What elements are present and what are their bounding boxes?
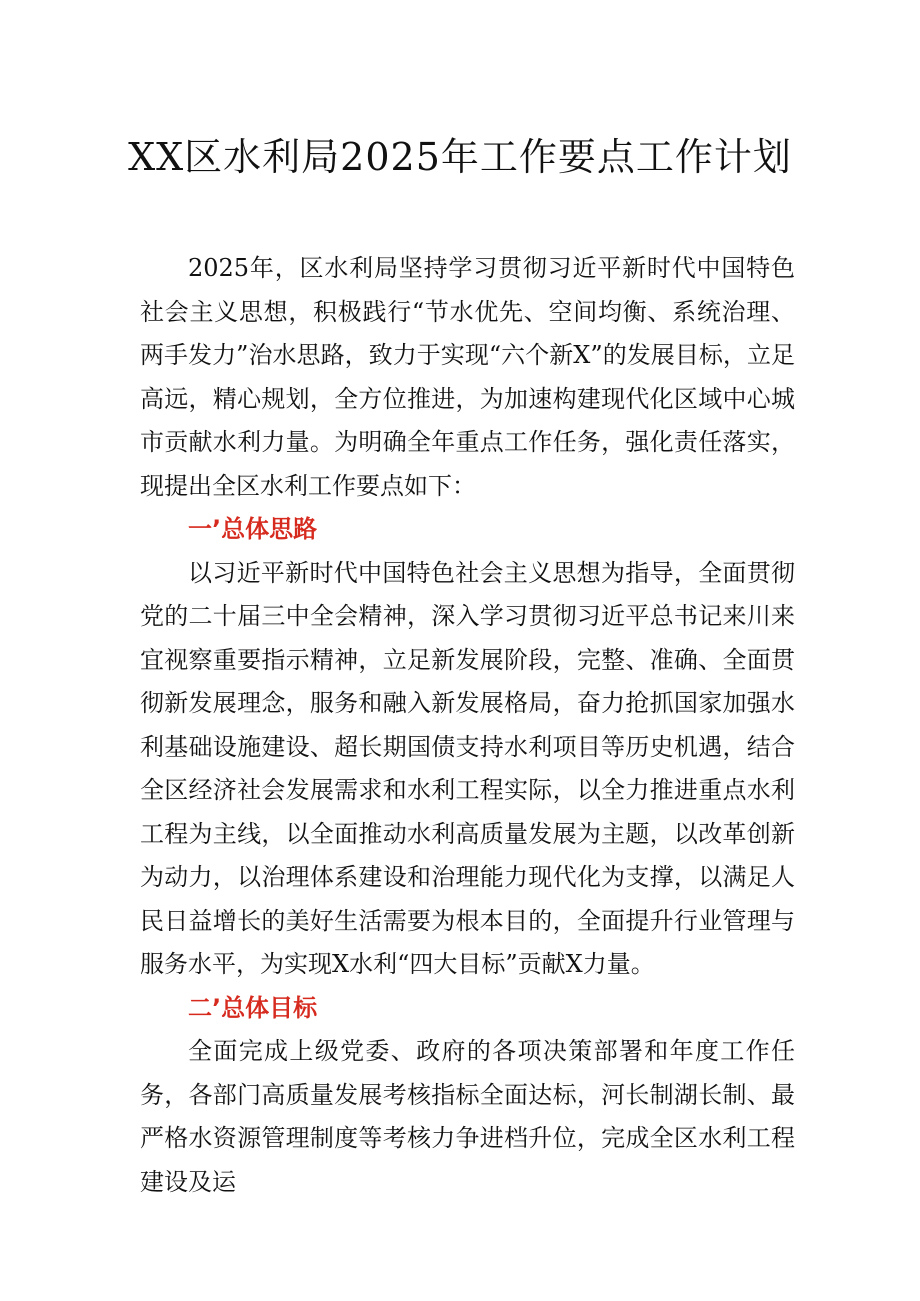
section-heading-overall-goals: 二’总体目标 [188, 993, 318, 1022]
section-heading-overall-approach: 一’总体思路 [188, 515, 318, 543]
section-text-overall-goals: 全面完成上级党委、政府的各项决策部署和年度工作任务，各部门高质量发展考核指标全面达标，河长制湖长制、最严格水资源管理制度等考核力争进档升位，完成全区水利工程建设及运 [140, 1037, 795, 1196]
section-text-overall-approach: 以习近平新时代中国特色社会主义思想为指导，全面贯彻党的二十届三中全会精神，深入学习贯彻习近平总书记来川来宜视察重要指示精神，立足新发展阶段，完整、准确、全面贯彻新发展理念，服务和融入新发展格局，奋力抢抓国家加强水利基础设施建设、超长期国债支持水利项目等历史机遇，结合全区经济社会发展需求和水利工程实际，以全力推进重点水利工程为主线，以全面推动水利高质量发展为主题，以改革创新为动力，以治理体系建设和治理能力现代化为支撑，以满足人民日益增长的美好生活需要为根本目的，全面提升行业管理与服务水平，为实现X水利“四大目标”贡献X力量。 [140, 558, 795, 978]
document-body [140, 247, 795, 1204]
document-title: XX区水利局2025年工作要点工作计划 [128, 135, 792, 179]
intro-paragraph: 2025年，区水利局坚持学习贯彻习近平新时代中国特色社会主义思想，积极践行“节水优先、空间均衡、系统治理、两手发力”治水思路，致力于实现“六个新X”的发展目标，立足高远，精心规划，全方位推进，为加速构建现代化区域中心城市贡献水利力量。为明确全年重点工作任务，强化责任落实，现提出全区水利工作要点如下： [140, 254, 795, 500]
